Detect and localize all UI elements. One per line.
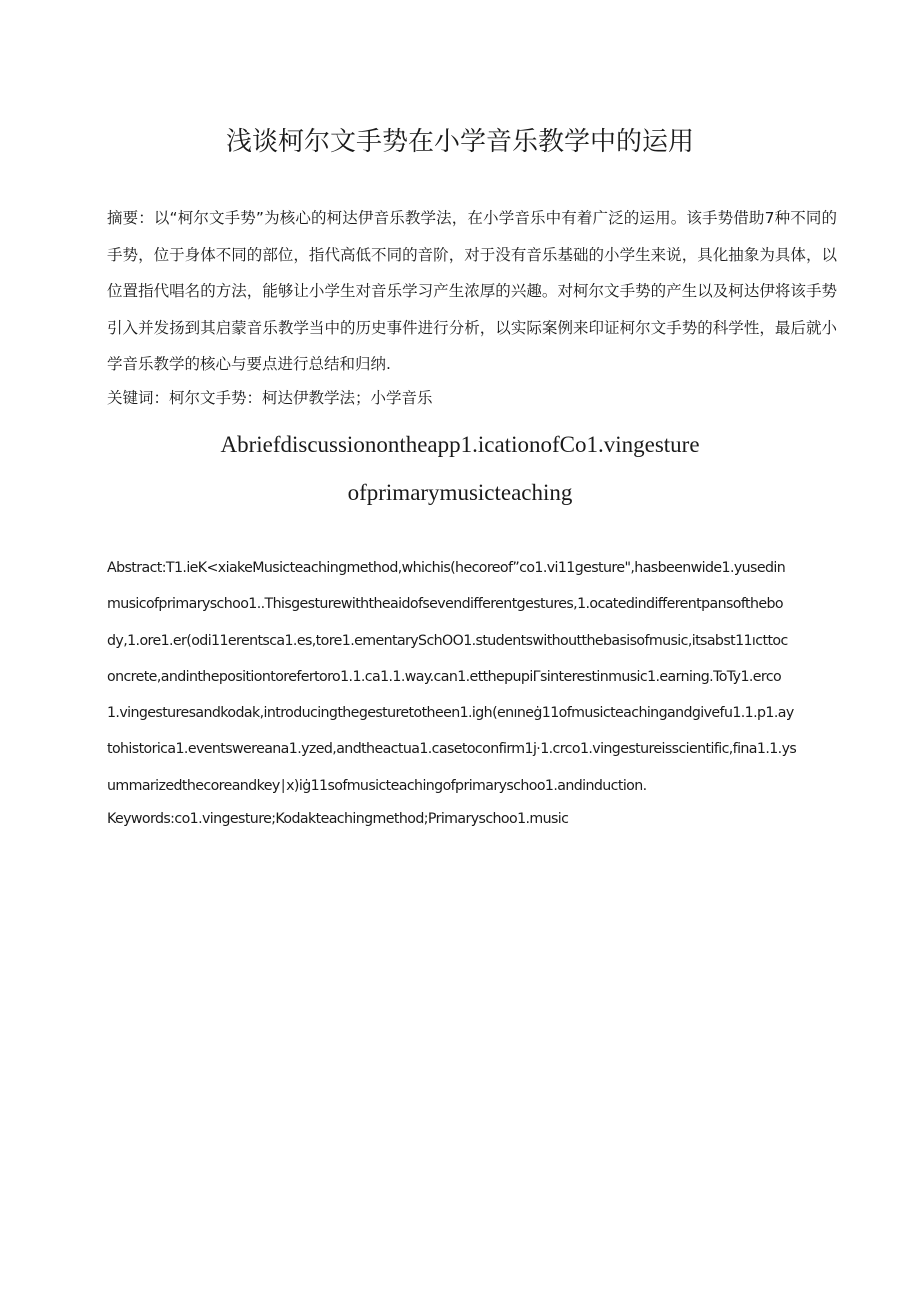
- english-abstract: [107, 550, 833, 804]
- english-abstract-line: tohistorica1.eventswereana1.yzed,andtheactua1.casetoconfirm1j·1.crco1.vingestureisscientific,fina1.1.ys: [107, 741, 797, 758]
- chinese-keywords: 关键词：柯尔文手势：柯达伊教学法；小学音乐: [107, 389, 433, 407]
- chinese-title: 浅谈柯尔文手势在小学音乐教学中的运用: [225, 127, 694, 157]
- english-keywords: Keywords:co1.vingesture;Kodakteachingmethod;Primaryschoo1.music: [107, 811, 569, 827]
- english-title-line-2: ofprimarymusicteaching: [347, 480, 573, 505]
- english-abstract-line: oncrete,andinthepositiontorefertoro1.1.ca1.1.way.can1.etthepupiΓsinterestinmusic1.earning.ToTy1.erco: [107, 668, 782, 685]
- english-abstract-line: dy,1.ore1.er(odi11erentsca1.es,tore1.ementarySchOO1.studentswithoutthebasisofmusic,itsabst11ıcttoc: [107, 632, 788, 649]
- english-title-line-1: Abriefdiscussionontheapp1.icationofCo1.vingesture: [220, 432, 700, 457]
- english-abstract-line: musicofprimaryschoo1..Thisgesturewiththeaidofsevendifferentgestures,1.ocatedindifferentpansofthebo: [107, 596, 783, 613]
- english-abstract-line: Abstract:T1.ieK<xiakeMusicteachingmethod,whichis(hecoreof”co1.vi11gesture",hasbeenwide1.yusedin: [107, 560, 786, 576]
- chinese-abstract: 摘要：以“柯尔文手势”为核心的柯达伊音乐教学法，在小学音乐中有着广泛的运用。该手势借助7种不同的手势，位于身体不同的部位，指代高低不同的音阶，对于没有音乐基础的小学生来说，具化抽象为具体，以位置指代唱名的方法，能够让小学生对音乐学习产生浓厚的兴趣。对柯尔文手势的产生以及柯达伊将该手势引入并发扬到其启蒙音乐教学当中的历史事件进行分析，以实际案例来印证柯尔文手势的科学性，最后就小学音乐教学的核心与要点进行总结和归纳.: [107, 209, 837, 374]
- english-abstract-line: 1.vingesturesandkodak,introducingthegesturetotheen1.igh(enıneġ11ofmusicteachingandgivefu1.1.p1.ay: [107, 705, 794, 722]
- english-abstract-line: ummarizedthecoreandkey∣x)iġ11sofmusicteachingofprimaryschoo1.andinduction.: [107, 777, 647, 794]
